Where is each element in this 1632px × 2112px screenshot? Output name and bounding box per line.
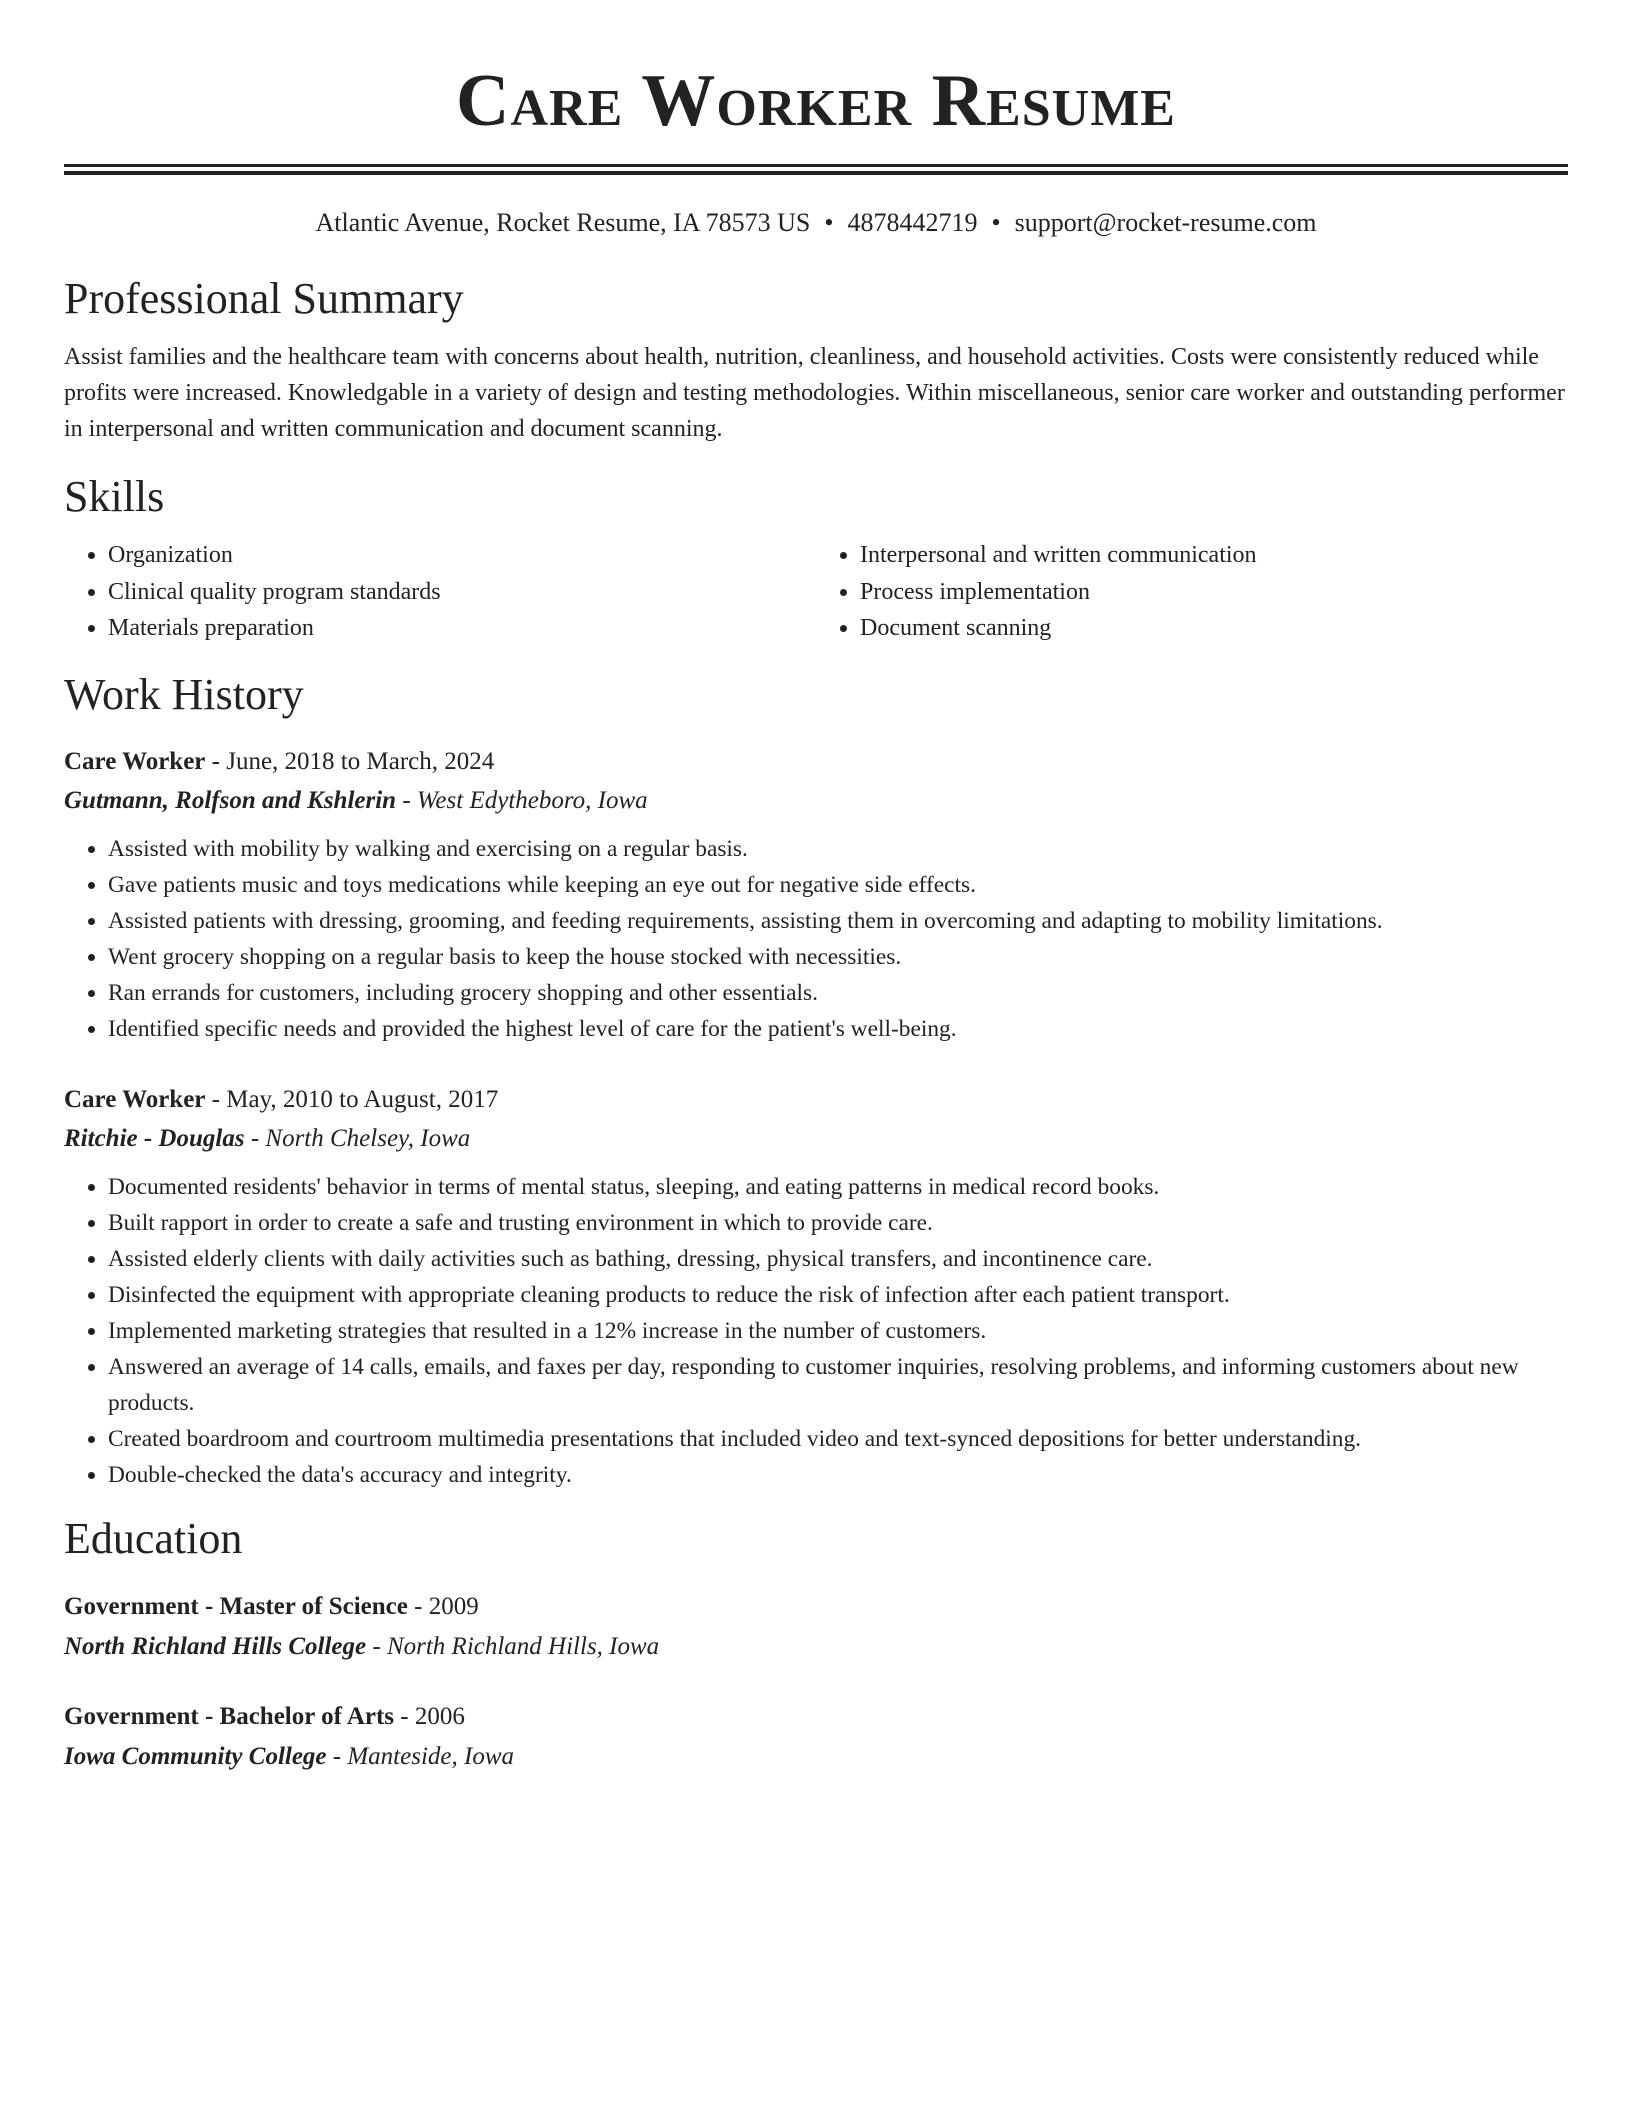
skill-item: • Organization	[108, 537, 816, 574]
job-role: Care Worker	[64, 747, 206, 775]
graduation-year: - 2006	[394, 1702, 465, 1730]
duty-item: • Assisted with mobility by walking and exercising on a regular basis.	[108, 831, 1568, 867]
graduation-year: - 2009	[407, 1592, 479, 1620]
work-history-section	[64, 669, 1568, 1493]
professional-summary-section	[64, 273, 1568, 447]
employer-name: Gutmann, Rolfson and Kshlerin	[64, 786, 397, 814]
skills-grid	[64, 537, 1568, 647]
skill-item: • Document scanning	[860, 610, 1568, 647]
job-duties	[64, 1169, 1568, 1493]
job-entry	[64, 743, 1568, 1047]
contact-separator: •	[991, 208, 1001, 237]
duty-item: • Answered an average of 14 calls, emails, and faxes per day, responding to customer inquiries, resolving problems, and informing customers about new products.	[108, 1349, 1568, 1421]
education-entry	[64, 1587, 1568, 1667]
job-employer	[64, 781, 1568, 821]
school-location: - North Richland Hills, Iowa	[366, 1632, 660, 1660]
duty-item: • Assisted patients with dressing, grooming, and feeding requirements, assisting them in overcoming and adapting to mobility limitations.	[108, 903, 1568, 939]
education-section	[64, 1513, 1568, 1777]
education-header	[64, 1697, 1568, 1737]
education-entry	[64, 1697, 1568, 1777]
job-entry	[64, 1081, 1568, 1493]
section-heading: Professional Summary	[64, 274, 464, 323]
education-header	[64, 1587, 1568, 1627]
employer-name: Ritchie - Douglas	[64, 1124, 245, 1152]
job-role: Care Worker	[64, 1085, 206, 1113]
resume-title: Care Worker Resume	[456, 60, 1176, 142]
skills-column-left	[64, 537, 816, 647]
degree-name: Government - Master of Science	[64, 1592, 408, 1620]
duty-item: • Gave patients music and toys medications while keeping an eye out for negative side effects.	[108, 867, 1568, 903]
job-header	[64, 743, 1568, 781]
education-school	[64, 1737, 1568, 1777]
skill-item: • Clinical quality program standards	[108, 574, 816, 611]
education-school	[64, 1627, 1568, 1667]
duty-item: • Identified specific needs and provided the highest level of care for the patient's well-being.	[108, 1011, 1568, 1047]
duty-item: • Documented residents' behavior in terms of mental status, sleeping, and eating patterns in medical record books.	[108, 1169, 1568, 1205]
job-duties	[64, 831, 1568, 1047]
duty-item: • Ran errands for customers, including grocery shopping and other essentials.	[108, 975, 1568, 1011]
duty-item: • Disinfected the equipment with appropriate cleaning products to reduce the risk of infection after each patient transport.	[108, 1277, 1568, 1313]
school-location: - Manteside, Iowa	[326, 1742, 514, 1770]
duty-item: • Went grocery shopping on a regular basis to keep the house stocked with necessities.	[108, 939, 1568, 975]
skills-section	[64, 471, 1568, 647]
duty-item: • Implemented marketing strategies that resulted in a 12% increase in the number of customers.	[108, 1313, 1568, 1349]
duty-item: • Assisted elderly clients with daily activities such as bathing, dressing, physical transfers, and incontinence care.	[108, 1241, 1568, 1277]
skill-item: • Process implementation	[860, 574, 1568, 611]
school-name: Iowa Community College	[64, 1742, 327, 1770]
section-heading: Education	[64, 1513, 243, 1563]
job-header	[64, 1081, 1568, 1119]
skill-item: • Interpersonal and written communication	[860, 537, 1568, 574]
section-heading: Skills	[64, 472, 165, 521]
skills-column-right	[816, 537, 1568, 647]
duty-item: • Created boardroom and courtroom multimedia presentations that included video and text-synced depositions for better understanding.	[108, 1421, 1568, 1457]
job-dates: - June, 2018 to March, 2024	[205, 747, 495, 775]
contact-line	[64, 207, 1568, 239]
skill-item: • Materials preparation	[108, 610, 816, 647]
section-heading: Work History	[64, 669, 304, 719]
duty-item: • Built rapport in order to create a safe and trusting environment in which to provide care.	[108, 1205, 1568, 1241]
contact-email: support@rocket-resume.com	[1014, 208, 1317, 237]
title-divider	[64, 164, 1568, 175]
job-dates: - May, 2010 to August, 2017	[205, 1085, 499, 1113]
summary-text: Assist families and the healthcare team with concerns about health, nutrition, cleanliness, and household activities. Costs were consistently reduced while profits were increased. Knowledgable in a variety of design and testing methodologies. Within miscellaneous, senior care worker and outstanding performer in interpersonal and written communication and document scanning.	[64, 344, 1565, 442]
employer-location: - North Chelsey, Iowa	[244, 1124, 471, 1152]
job-employer	[64, 1119, 1568, 1159]
contact-phone: 4878442719	[847, 208, 978, 237]
contact-address: Atlantic Avenue, Rocket Resume, IA 78573 US	[315, 208, 811, 237]
degree-name: Government - Bachelor of Arts	[64, 1702, 395, 1730]
employer-location: - West Edytheboro, Iowa	[396, 786, 648, 814]
duty-item: • Double-checked the data's accuracy and integrity.	[108, 1457, 1568, 1493]
school-name: North Richland Hills College	[64, 1632, 367, 1660]
contact-separator: •	[824, 208, 834, 237]
